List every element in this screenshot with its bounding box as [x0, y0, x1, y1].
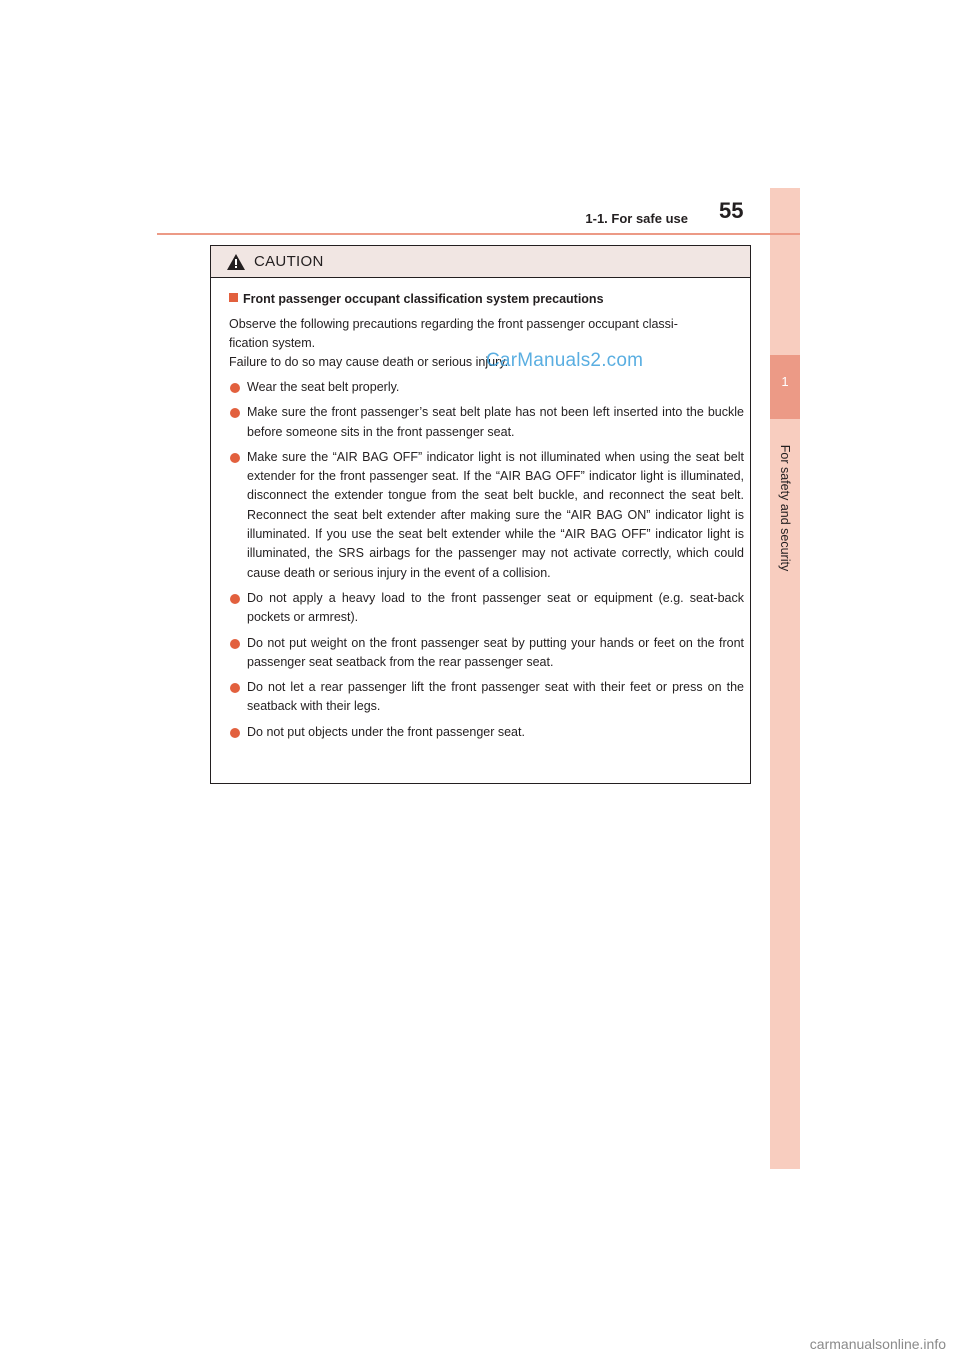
intro-line: Observe the following precautions regarding the front passenger occupant classi- [229, 317, 678, 331]
caution-header [211, 246, 750, 278]
section-heading [229, 290, 744, 308]
warning-triangle-icon [227, 254, 245, 275]
list-item [229, 448, 744, 583]
footer-watermark: carmanualsonline.info [809, 1336, 946, 1352]
list-item [229, 678, 744, 717]
list-item [229, 723, 744, 742]
circle-bullet-icon [230, 453, 240, 463]
list-item-text: Wear the seat belt properly. [247, 380, 400, 394]
watermark: CarManuals2.com [486, 350, 644, 371]
running-head: 1-1. For safe use [585, 211, 688, 226]
square-bullet-icon [229, 293, 238, 302]
circle-bullet-icon [230, 594, 240, 604]
side-tab [770, 188, 800, 1169]
list-item-text: Make sure the front passenger’s seat belt plate has not been left inserted into the buckle before someone sits in the front passenger seat. [247, 405, 744, 439]
list-item-text: Do not let a rear passenger lift the front passenger seat with their feet or press on the seatback with their legs. [247, 680, 744, 714]
circle-bullet-icon [230, 408, 240, 418]
circle-bullet-icon [230, 639, 240, 649]
circle-bullet-icon [230, 683, 240, 693]
intro-line: fication system. [229, 336, 316, 350]
list-item-text: Do not apply a heavy load to the front passenger seat or equipment (e.g. seat-back pockets or armrest). [247, 590, 744, 625]
circle-bullet-icon [230, 728, 240, 738]
list-item [229, 634, 744, 673]
page-number: 55 [719, 198, 744, 223]
intro-line: Failure to do so may cause death or serious injury. [229, 355, 509, 369]
caution-box [210, 245, 751, 784]
list-item [229, 403, 744, 442]
circle-bullet-icon [230, 383, 240, 393]
precaution-list [229, 378, 744, 742]
header-rule [157, 233, 800, 235]
list-item-text: Do not put objects under the front passenger seat. [247, 724, 525, 739]
section-heading-text: Front passenger occupant classification system precautions [243, 292, 604, 306]
side-tab-label: For safety and security [778, 444, 792, 572]
list-item-text: Make sure the “AIR BAG OFF” indicator light is not illuminated when using the seat belt extender for the front passenger seat. If the “AIR BAG OFF” indicator light is illuminated, disconnect the extender tongue from the seat belt buckle, and reconnect the seat belt. Reconnect the seat belt extender after making sure the “AIR BAG ON” indicator light is illuminated. If you use the seat belt extender while the “AIR BAG OFF” indicator light is illuminated, the SRS airbags for the passenger may not activate correctly, which could cause death or serious injury in the event of a collision. [247, 449, 744, 580]
caution-title: CAUTION [254, 253, 324, 270]
list-item [229, 378, 744, 397]
side-tab-number: 1 [781, 374, 789, 389]
list-item [229, 589, 744, 628]
list-item-text: Do not put weight on the front passenger seat by putting your hands or feet on the front passenger seat seatback from the rear passenger seat. [247, 635, 744, 669]
